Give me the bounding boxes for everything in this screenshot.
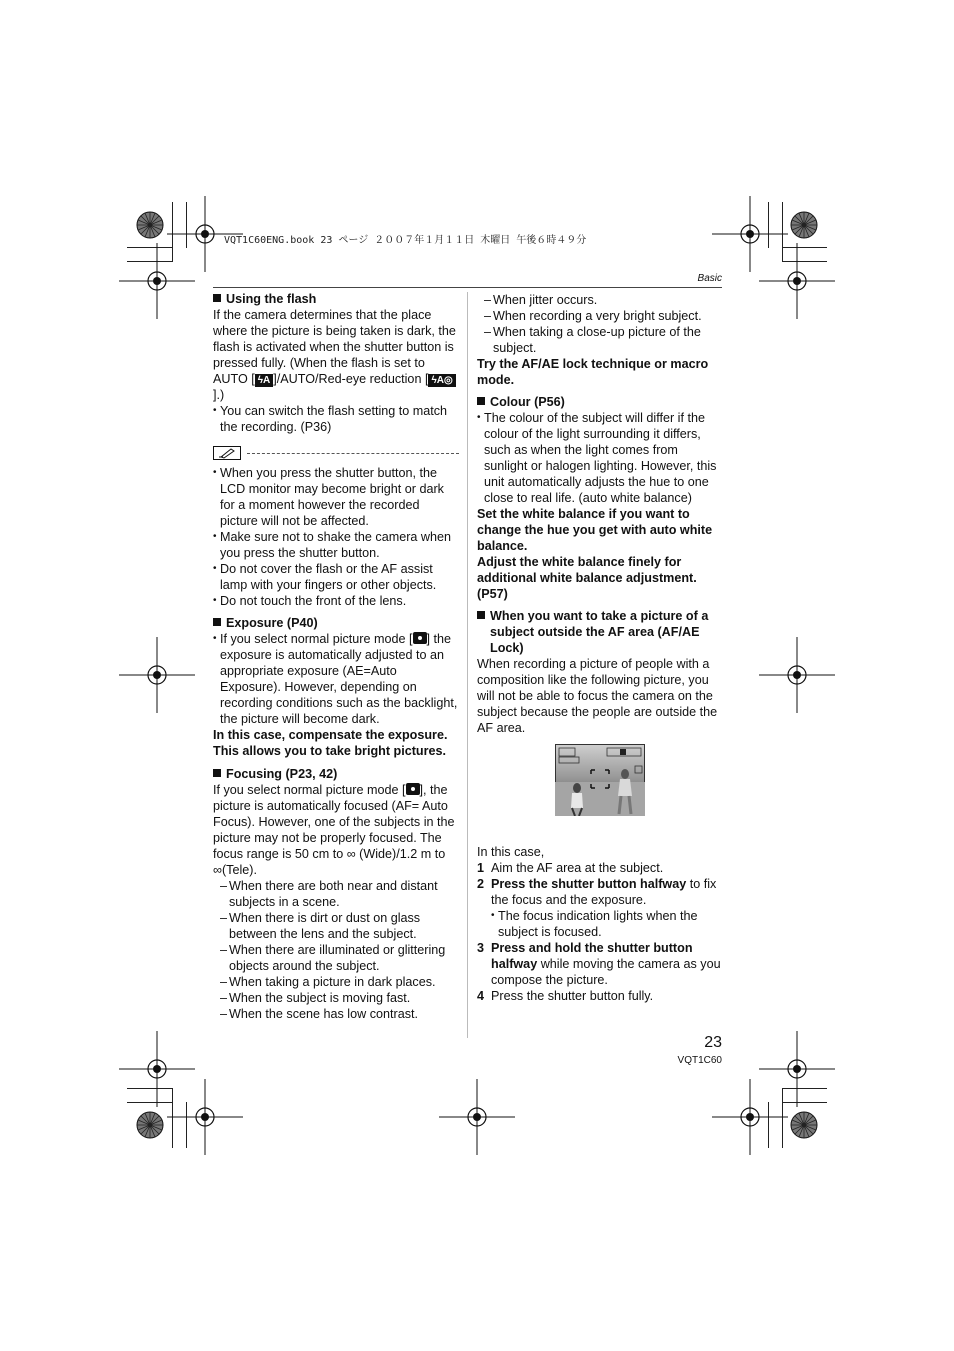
af-tip: Try the AF/AE lock technique or macro mode. bbox=[477, 357, 709, 387]
print-slug: VQT1C60ENG.book 23 ページ ２００７年１月１１日 木曜日 午後６時４９分 bbox=[224, 235, 587, 246]
registration-mark bbox=[119, 1031, 195, 1107]
registration-mark bbox=[712, 1079, 788, 1155]
section-label: Basic bbox=[697, 273, 722, 284]
note-dashed-line bbox=[247, 453, 459, 454]
registration-mark bbox=[119, 637, 195, 713]
aflock-paragraph: When recording a picture of people with a composition like the following picture, you will not be able to focus the camera on the subject because the people are outside the AF area. bbox=[477, 657, 718, 735]
exposure-tip: In this case, compensate the exposure. This allows you to take bright pictures. bbox=[213, 728, 448, 758]
square-bullet-icon bbox=[213, 618, 221, 626]
registration-mark bbox=[759, 637, 835, 713]
focusing-paragraph: If you select normal picture mode [ ], the picture is automatically focused (AF= Auto Focus). However, one of the subjects in the picture may not be properly focused. The focus range is 50 cm to ∞ (Wide)/1.2 m to ∞(Tele). bbox=[213, 783, 455, 877]
focusing-dash-item: – When the subject is moving fast. bbox=[213, 990, 459, 1006]
aflock-heading: When you want to take a picture of a subject outside the AF area (AF/AE Lock) bbox=[477, 608, 723, 656]
square-bullet-icon bbox=[213, 294, 221, 302]
flash-redeye-icon: ϟA◎ bbox=[428, 374, 455, 387]
flash-paragraph: If the camera determines that the place where the picture is being taken is dark, the flash is activated when the shutter button is pressed fully. (When the flash is set to AUTO [ ϟA ]/AUTO/Red-eye reduction [ ϟA◎].) bbox=[213, 308, 456, 402]
registration-mark bbox=[759, 1031, 835, 1107]
registration-mark bbox=[167, 1079, 243, 1155]
note-bullet: • Do not cover the flash or the AF assist lamp with your fingers or other objects. bbox=[213, 561, 459, 593]
color-patch bbox=[137, 1112, 163, 1138]
step-3: 3 Press and hold the shutter button halfway while moving the camera as you compose the picture. bbox=[477, 941, 721, 987]
registration-mark bbox=[439, 1079, 515, 1155]
figure-wrapper bbox=[477, 740, 723, 844]
focusing-dash-item: – When the scene has low contrast. bbox=[213, 1006, 459, 1022]
flash-heading: Using the flash bbox=[213, 291, 459, 307]
flash-auto-icon: ϟA bbox=[255, 374, 274, 387]
model-code: VQT1C60 bbox=[677, 1055, 722, 1066]
focusing-dash-item: – When taking a close-up picture of the subject. bbox=[477, 324, 723, 356]
colour-tip: Adjust the white balance finely for additional white balance adjustment. (P57) bbox=[477, 555, 697, 601]
color-patch bbox=[791, 212, 817, 238]
focusing-dash-item: – When there is dirt or dust on glass between the lens and the subject. bbox=[213, 910, 459, 942]
step-4: 4 Press the shutter button fully. bbox=[477, 989, 654, 1003]
square-bullet-icon bbox=[477, 611, 485, 619]
column-divider bbox=[467, 292, 468, 1038]
colour-tip: Set the white balance if you want to change the hue you get with auto white balance. bbox=[477, 507, 713, 553]
step-2: 2 Press the shutter button halfway to fix the focus and the exposure. bbox=[477, 877, 717, 907]
exposure-bullet: • If you select normal picture mode [ ] the exposure is automatically adjusted to an appropriate exposure (AE=Auto Exposure). However, depending on recording conditions such as the backlight, the picture will become dark. bbox=[213, 631, 459, 727]
focusing-dash-item: – When taking a picture in dark places. bbox=[213, 974, 459, 990]
colour-bullet: • The colour of the subject will differ if the colour of the light surrounding it differs, such as when the light comes from sunlight or halogen lighting. However, this unit automatically adjusts the hue to one close to real life. (auto white balance) bbox=[477, 410, 723, 506]
colour-heading: Colour (P56) bbox=[477, 394, 723, 410]
right-column bbox=[477, 292, 723, 1004]
note-bullet: • Do not touch the front of the lens. bbox=[213, 593, 459, 609]
lcd-example-photo bbox=[555, 744, 645, 816]
focusing-dash-item: – When recording a very bright subject. bbox=[477, 308, 723, 324]
registration-mark bbox=[759, 243, 835, 319]
registration-mark bbox=[712, 196, 788, 272]
color-patch bbox=[137, 212, 163, 238]
note-header bbox=[213, 445, 459, 461]
header-rule bbox=[213, 287, 722, 288]
left-column bbox=[213, 291, 459, 1022]
square-bullet-icon bbox=[477, 397, 485, 405]
exposure-heading: Exposure (P40) bbox=[213, 615, 459, 631]
camera-mode-icon bbox=[413, 632, 427, 644]
focusing-dash-item: – When there are both near and distant subjects in a scene. bbox=[213, 878, 459, 910]
page-number: 23 bbox=[704, 1034, 722, 1051]
note-bullet: • When you press the shutter button, the LCD monitor may become bright or dark for a moment however the recorded picture will not be affected. bbox=[213, 465, 459, 529]
note-pencil-icon bbox=[213, 446, 241, 460]
note-bullet: • Make sure not to shake the camera when you press the shutter button. bbox=[213, 529, 459, 561]
flash-bullet: • You can switch the flash setting to match the recording. (P36) bbox=[213, 403, 459, 435]
focusing-heading: Focusing (P23, 42) bbox=[213, 766, 459, 782]
square-bullet-icon bbox=[213, 769, 221, 777]
focusing-dash-item: – When jitter occurs. bbox=[477, 292, 723, 308]
color-patch bbox=[791, 1112, 817, 1138]
focusing-dash-item: – When there are illuminated or glittering objects around the subject. bbox=[213, 942, 459, 974]
camera-mode-icon bbox=[406, 783, 420, 795]
registration-mark bbox=[119, 243, 195, 319]
in-this-case: In this case, bbox=[477, 845, 545, 859]
step-1: 1 Aim the AF area at the subject. bbox=[477, 861, 664, 875]
step-2-bullet: • The focus indication lights when the subject is focused. bbox=[491, 908, 723, 940]
